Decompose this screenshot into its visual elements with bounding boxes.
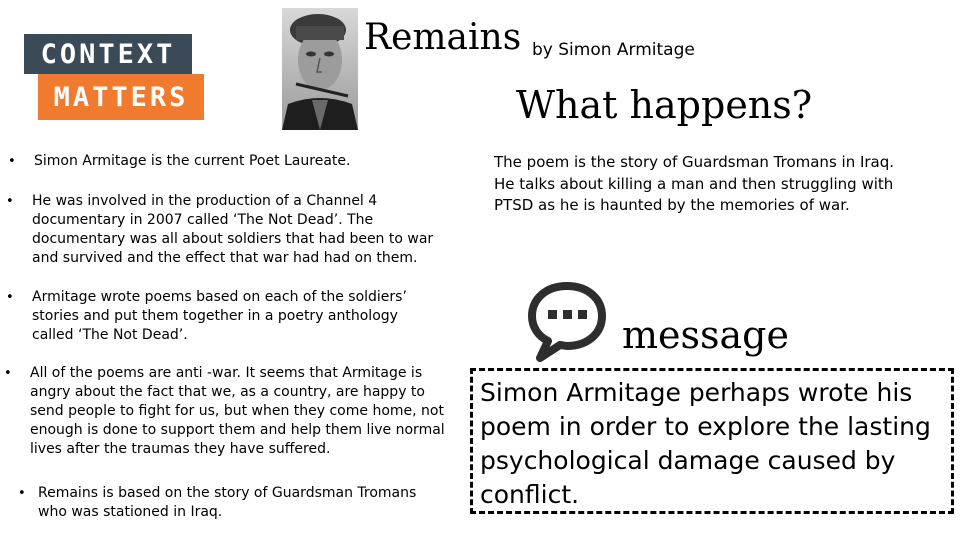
poem-title: Remains <box>364 17 522 58</box>
speech-bubble-icon <box>526 280 608 362</box>
author-byline: by Simon Armitage <box>532 40 695 60</box>
bullet-dot: • <box>8 154 16 169</box>
message-heading: message <box>622 313 789 357</box>
logo-context-text: CONTEXT <box>40 38 176 70</box>
bullet-text: Simon Armitage is the current Poet Laureate. <box>34 153 351 169</box>
bullet-text: All of the poems are anti -war. It seems that Armitage is angry about the fact that we, as a country, are happy to send people to fight for us, but when they come home, not enough is done to support them and help them live normal lives after the traumas they have suffered. <box>30 365 445 457</box>
bullet-dot: • <box>6 194 14 209</box>
author-portrait <box>282 8 358 130</box>
bullet-item <box>6 192 452 268</box>
bullet-dot: • <box>18 486 26 501</box>
logo-context <box>24 34 192 74</box>
bullet-item <box>8 152 414 171</box>
logo-matters <box>38 74 204 120</box>
bullet-item <box>18 484 440 522</box>
bullet-text: Remains is based on the story of Guardsman Tromans who was stationed in Iraq. <box>38 485 417 520</box>
what-happens-text: The poem is the story of Guardsman Tromans in Iraq. He talks about killing a man and then struggling with PTSD as he is haunted by the memories of war. <box>494 153 895 214</box>
logo-matters-text: MATTERS <box>53 81 189 113</box>
bullet-item <box>6 288 432 345</box>
bullet-item <box>4 364 450 459</box>
message-text: Simon Armitage perhaps wrote his poem in order to explore the lasting psychological damage caused by conflict. <box>480 378 931 509</box>
what-happens-heading: What happens? <box>516 83 813 127</box>
bullet-text: Armitage wrote poems based on each of the soldiers’ stories and put them together in a poetry anthology called ‘The Not Dead’. <box>32 289 407 343</box>
bullet-dot: • <box>4 366 12 381</box>
bullet-dot: • <box>6 290 14 305</box>
bullet-text: He was involved in the production of a Channel 4 documentary in 2007 called ‘The Not Dead’. The documentary was all about soldiers that had been to war and survived and the effect that war had had on them. <box>32 193 434 266</box>
